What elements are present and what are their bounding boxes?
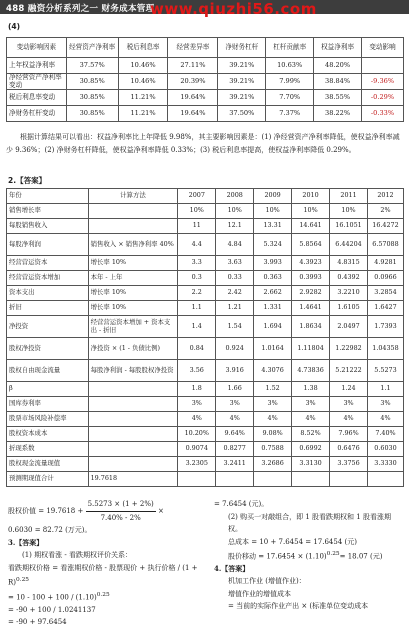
page-title: 488 融资分析系列之一 财务成本管理 — [6, 4, 155, 14]
row-label: 国库券利率 — [7, 397, 89, 412]
table-row — [7, 360, 404, 382]
table-cell: 3.3 — [178, 256, 216, 271]
table-cell: 20.39% — [168, 74, 218, 90]
table-cell: 2.9282 — [292, 286, 330, 301]
table-cell: 4.4 — [178, 234, 216, 256]
fraction-denominator: 7.40% - 2% — [100, 513, 141, 522]
row-label: 预测期现值合计 — [7, 472, 89, 487]
price-move-exponent: 0.25 — [326, 551, 340, 557]
table2-header-cell: 计算方法 — [88, 189, 178, 204]
table2-header-cell: 2010 — [292, 189, 330, 204]
table-cell: 1.52 — [254, 382, 292, 397]
table-cell: 48.20% — [314, 58, 362, 74]
value-added-cost: 增值作业的增值成本 — [228, 589, 291, 598]
bottom-left-text — [8, 498, 208, 629]
times-sign: × — [157, 507, 164, 515]
table-cell — [367, 472, 403, 487]
method-cell — [88, 219, 178, 234]
table-row — [7, 256, 404, 271]
row-label: 折旧 — [7, 301, 89, 316]
q1-line1-text: 看跌期权价格 = 看涨期权价格 - 股票现价 + 执行价格 / (1 + R) — [8, 563, 198, 587]
table-cell: 3% — [216, 397, 254, 412]
table-cell: 1.38 — [292, 382, 330, 397]
answer-2-label: 2.【答案】 — [8, 176, 47, 185]
table-cell: 30.85% — [66, 74, 118, 90]
table-cell: 3% — [178, 397, 216, 412]
row-label: 净财务杠杆变动 — [7, 106, 67, 122]
table-cell: 19.64% — [168, 106, 218, 122]
table-cell: 3.63 — [216, 256, 254, 271]
table-cell: 4% — [254, 412, 292, 427]
row-label: 上年权益净利率 — [7, 58, 67, 74]
table-cell — [178, 472, 216, 487]
table-cell: 3.3130 — [292, 457, 330, 472]
table-cell: 37.57% — [66, 58, 118, 74]
equity-value-formula — [8, 498, 208, 524]
table-row — [7, 219, 404, 234]
table-cell: 1.1 — [178, 301, 216, 316]
table-row — [7, 286, 404, 301]
watermark-url: www.qiuzhi56.com — [150, 0, 317, 18]
table-row — [7, 234, 404, 256]
table-cell: 1.4641 — [292, 301, 330, 316]
fraction-numerator: 5.5273 × (1 + 2%) — [86, 498, 156, 512]
table-cell: 3.3330 — [367, 457, 403, 472]
row-label: 股权现金流量现值 — [7, 457, 89, 472]
table-cell: 7.96% — [330, 427, 368, 442]
table-row — [7, 457, 404, 472]
q1-line4: = -90 + 97.6454 — [8, 618, 67, 627]
table-row — [7, 427, 404, 442]
q1-line1 — [8, 562, 208, 589]
table-cell: 13.31 — [254, 219, 292, 234]
table-cell: 2.42 — [216, 286, 254, 301]
table-cell: 8.52% — [292, 427, 330, 442]
table-cell: 4% — [216, 412, 254, 427]
table-cell: 10% — [178, 204, 216, 219]
q1-exponent-b: 0.25 — [96, 591, 110, 598]
answer-3-label: 3.【答案】 — [8, 537, 44, 547]
table-cell: 6.57088 — [367, 234, 403, 256]
table-cell: 11 — [178, 219, 216, 234]
table-cell: 5.5273 — [367, 360, 403, 382]
table-cell: 7.99% — [266, 74, 314, 90]
table-row — [7, 412, 404, 427]
table-cell: 9.64% — [216, 427, 254, 442]
table-cell: 0.6030 — [367, 442, 403, 457]
table-row — [7, 90, 404, 106]
table-row — [7, 442, 404, 457]
table-cell: 3% — [367, 397, 403, 412]
table-cell: 5.324 — [254, 234, 292, 256]
table-cell: 3.2305 — [178, 457, 216, 472]
table2-header-cell: 2007 — [178, 189, 216, 204]
table-cell: 4.84 — [216, 234, 254, 256]
table-cell: 0.84 — [178, 338, 216, 360]
table-row — [7, 382, 404, 397]
table-cell: 3.2854 — [367, 286, 403, 301]
table-cell: 4.8315 — [330, 256, 368, 271]
method-cell — [88, 382, 178, 397]
table-cell: 38.84% — [314, 74, 362, 90]
table1-header-cell: 变动影响 — [362, 38, 404, 58]
table2-header-cell: 年份 — [7, 189, 89, 204]
table-row — [7, 106, 404, 122]
table-cell: 1.04358 — [367, 338, 403, 360]
table-cell: 0.363 — [254, 271, 292, 286]
table1-header-cell: 杠杆贡献率 — [266, 38, 314, 58]
table-cell: 16.4272 — [367, 219, 403, 234]
table-cell: 30.85% — [66, 106, 118, 122]
table-cell: 0.6992 — [292, 442, 330, 457]
put-price-result: = 7.6454 (元)。 — [214, 500, 269, 508]
table-cell: 3.993 — [254, 256, 292, 271]
table-row — [7, 74, 404, 90]
table-cell: 39.21% — [218, 74, 266, 90]
table-row — [7, 316, 404, 338]
method-cell: 本年 - 上年 — [88, 271, 178, 286]
row-label: β — [7, 382, 89, 397]
method-cell: 销售收入 × 销售净利率 40% — [88, 234, 178, 256]
table-cell: 4.3076 — [254, 360, 292, 382]
q1-line2 — [8, 589, 208, 604]
price-move-text: 股价移动 = 17.6454 × (1.10) — [228, 552, 327, 561]
row-label: 税后利息率变动 — [7, 90, 67, 106]
machining-activity: 机加工作业 (增值作业)： — [228, 577, 306, 586]
table-cell: 10% — [254, 204, 292, 219]
table-cell: 0.3 — [178, 271, 216, 286]
table-cell: 3% — [254, 397, 292, 412]
table-cell: 1.21 — [216, 301, 254, 316]
table-cell: 7.70% — [266, 90, 314, 106]
table-cell: 12.1 — [216, 219, 254, 234]
table-cell: 1.0164 — [254, 338, 292, 360]
table1-header-row — [7, 38, 404, 58]
method-cell: 增长率 10% — [88, 256, 178, 271]
table-cell: 3% — [330, 397, 368, 412]
table-cell: 1.54 — [216, 316, 254, 338]
table-cell: 6.44204 — [330, 234, 368, 256]
method-cell — [88, 442, 178, 457]
table-cell: 1.66 — [216, 382, 254, 397]
table2-header-cell: 2008 — [216, 189, 254, 204]
table1-header-cell: 权益净利率 — [314, 38, 362, 58]
table-cell: 3.3756 — [330, 457, 368, 472]
table-cell — [362, 58, 404, 74]
price-move — [214, 548, 404, 563]
table-row — [7, 301, 404, 316]
q1-exponent-a: 0.25 — [16, 577, 29, 583]
q1-line2-text: = 10 - 100 + 100 / (1.10) — [8, 593, 97, 602]
table-cell: 3.2686 — [254, 457, 292, 472]
table-cell: -9.36% — [362, 74, 404, 90]
method-cell — [88, 397, 178, 412]
table-cell: 2.662 — [254, 286, 292, 301]
row-label: 股权资本成本 — [7, 427, 89, 442]
row-label: 经营营运资本 — [7, 256, 89, 271]
value-added-formula: = 当前的实际作业产出 × (标准单位变动成本 — [228, 602, 369, 611]
analysis-text: 根据计算结果可以看出：权益净利率比上年降低 9.98%，其主要影响因素是：(1) 净经营资产净利率降低，使权益净利率减少 9.36%；(2) 净财务杠杆降低，使权益净利率降低 0.33%；(3) 税后利息率提高，使权益净利率降低 0.29%。 — [6, 133, 400, 154]
table-cell: 0.8277 — [216, 442, 254, 457]
row-label: 每股净利润 — [7, 234, 89, 256]
table-cell: 1.4 — [178, 316, 216, 338]
q1-line3: = -90 + 100 / 1.0241137 — [8, 605, 96, 614]
table2-header-row — [7, 189, 404, 204]
table-row — [7, 397, 404, 412]
table-cell — [292, 472, 330, 487]
table-cell: 7.37% — [266, 106, 314, 122]
table-cell: 0.33 — [216, 271, 254, 286]
table-cell: 19.64% — [168, 90, 218, 106]
table-cell: 30.85% — [66, 90, 118, 106]
table-cell: 1.694 — [254, 316, 292, 338]
fraction — [86, 498, 156, 524]
table-cell: 10.63% — [266, 58, 314, 74]
table-cell: 4.9281 — [367, 256, 403, 271]
table-cell: 38.22% — [314, 106, 362, 122]
table-cell: 2.0497 — [330, 316, 368, 338]
table-cell: 3.2210 — [330, 286, 368, 301]
method-cell: 每股净利润 - 每股股权净投资 — [88, 360, 178, 382]
table-cell: 14.641 — [292, 219, 330, 234]
row-label: 经营营运资本增加 — [7, 271, 89, 286]
table2-header-cell: 2011 — [330, 189, 368, 204]
table-cell: 0.6476 — [330, 442, 368, 457]
total-cost: 总成本 = 10 + 7.6454 = 17.6454 (元) — [228, 537, 357, 546]
table-cell: 1.8634 — [292, 316, 330, 338]
row-label: 销售增长率 — [7, 204, 89, 219]
row-label: 股票市场风险补偿率 — [7, 412, 89, 427]
table-cell: 1.22982 — [330, 338, 368, 360]
table-cell: 0.0966 — [367, 271, 403, 286]
table-row — [7, 58, 404, 74]
table-cell: 0.9074 — [178, 442, 216, 457]
table-cell — [254, 472, 292, 487]
table-cell: 5.21222 — [330, 360, 368, 382]
equity-valuation-table — [6, 188, 404, 487]
equity-value-result: 0.6030 = 82.72 (万元)。 — [8, 526, 92, 534]
method-cell: 净投资 × (1 - 负债比例) — [88, 338, 178, 360]
section-label-4: (4) — [8, 22, 21, 31]
method-cell: 增长率 10% — [88, 286, 178, 301]
table-cell: 11.21% — [118, 90, 168, 106]
table-cell: 4% — [292, 412, 330, 427]
table-cell: 1.8 — [178, 382, 216, 397]
table-cell: 7.40% — [367, 427, 403, 442]
method-cell: 增长率 10% — [88, 301, 178, 316]
table-cell: 3.2411 — [216, 457, 254, 472]
page-header — [0, 0, 409, 18]
method-cell — [88, 427, 178, 442]
table-cell: 10% — [216, 204, 254, 219]
table-cell: 0.7588 — [254, 442, 292, 457]
table-cell: 4% — [178, 412, 216, 427]
table-cell: 27.11% — [168, 58, 218, 74]
table-cell: 39.21% — [218, 58, 266, 74]
table-cell: 11.21% — [118, 106, 168, 122]
table-cell: -0.33% — [362, 106, 404, 122]
straddle-text: (2) 购买一对敲组合，即 1 股看跌期权和 1 股看涨期权。 — [228, 512, 391, 533]
row-label: 折现系数 — [7, 442, 89, 457]
table-cell: 10% — [330, 204, 368, 219]
table-cell: 37.50% — [218, 106, 266, 122]
table-cell: 1.24 — [330, 382, 368, 397]
answer-4-label: 4.【答案】 — [214, 563, 250, 573]
table-cell: 4.73836 — [292, 360, 330, 382]
table-cell — [330, 472, 368, 487]
table1-header-cell: 经营差异率 — [168, 38, 218, 58]
row-label: 资本支出 — [7, 286, 89, 301]
table-cell: 9.08% — [254, 427, 292, 442]
table-row — [7, 472, 404, 487]
table-cell: 39.21% — [218, 90, 266, 106]
table-cell: 10% — [292, 204, 330, 219]
table-cell — [216, 472, 254, 487]
factor-analysis-table — [6, 37, 404, 122]
table-cell: 1.7393 — [367, 316, 403, 338]
table-cell: 10.46% — [118, 58, 168, 74]
table-row — [7, 204, 404, 219]
table-cell: 1.1 — [367, 382, 403, 397]
method-cell: 经营营运资本增加 + 资本支出 - 折旧 — [88, 316, 178, 338]
table1-header-cell: 净财务杠杆 — [218, 38, 266, 58]
table-cell: -0.29% — [362, 90, 404, 106]
bottom-right-text — [214, 498, 404, 613]
table2-header-cell: 2009 — [254, 189, 292, 204]
row-label: 每股销售收入 — [7, 219, 89, 234]
table-cell: 4% — [330, 412, 368, 427]
method-cell — [88, 204, 178, 219]
table-cell: 1.331 — [254, 301, 292, 316]
table-cell: 10.20% — [178, 427, 216, 442]
table-cell: 3.916 — [216, 360, 254, 382]
table-cell: 3% — [292, 397, 330, 412]
table-cell: 2.2 — [178, 286, 216, 301]
method-cell: 19.7618 — [88, 472, 178, 487]
method-cell — [88, 457, 178, 472]
table-cell: 4% — [367, 412, 403, 427]
table-cell: 0.3993 — [292, 271, 330, 286]
table-cell: 1.6105 — [330, 301, 368, 316]
table-cell: 0.4392 — [330, 271, 368, 286]
row-label: 净投资 — [7, 316, 89, 338]
table1-header-cell: 变动影响因素 — [7, 38, 67, 58]
table1-header-cell: 经营资产净利率 — [66, 38, 118, 58]
table-cell: 16.1051 — [330, 219, 368, 234]
table-cell: 4.3923 — [292, 256, 330, 271]
table-cell: 3.56 — [178, 360, 216, 382]
table-cell: 5.8564 — [292, 234, 330, 256]
method-cell — [88, 412, 178, 427]
row-label: 股权净投资 — [7, 338, 89, 360]
table-cell: 2% — [367, 204, 403, 219]
row-label: 净经营资产净利率变动 — [7, 74, 67, 90]
table-cell: 0.924 — [216, 338, 254, 360]
table-row — [7, 271, 404, 286]
table-cell: 1.6427 — [367, 301, 403, 316]
analysis-paragraph — [6, 131, 404, 157]
table-cell: 10.46% — [118, 74, 168, 90]
table1-header-cell: 税后利息率 — [118, 38, 168, 58]
table-cell: 1.11804 — [292, 338, 330, 360]
table-cell: 38.55% — [314, 90, 362, 106]
value-prefix: 股权价值 = 19.7618 + — [8, 507, 84, 515]
price-move-end: = 18.07 (元) — [339, 552, 383, 561]
table-row — [7, 338, 404, 360]
table2-header-cell: 2012 — [367, 189, 403, 204]
q1-title: (1) 期权看涨 - 看跌期权评价关系： — [22, 551, 132, 559]
row-label: 股权自由现金流量 — [7, 360, 89, 382]
